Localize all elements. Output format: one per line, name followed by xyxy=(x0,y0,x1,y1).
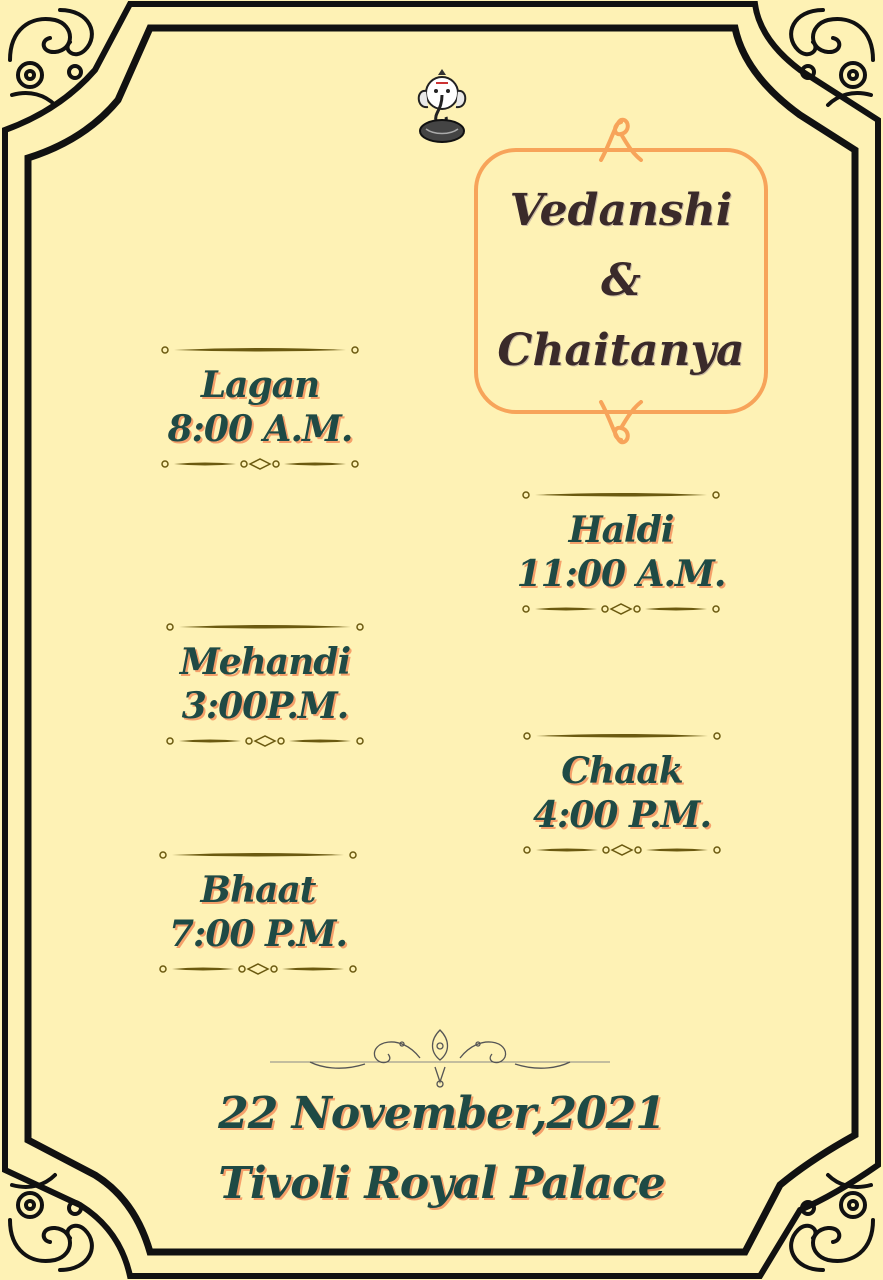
event-venue: Tivoli Royal Palace xyxy=(218,1158,665,1209)
event-date: 22 November,2021 xyxy=(218,1088,665,1139)
event-time: 4:00 P.M. xyxy=(533,794,711,836)
event-time: 7:00 P.M. xyxy=(169,913,347,955)
ornament-rule-icon xyxy=(521,602,721,616)
event-title: Mehandi xyxy=(179,641,351,683)
ganesha-icon xyxy=(412,65,472,145)
corner-flourish-icon xyxy=(0,0,110,110)
ornament-rule-icon xyxy=(160,345,360,355)
event-time: 3:00P.M. xyxy=(181,685,349,727)
ornament-rule-icon xyxy=(158,962,358,976)
ornament-divider-icon xyxy=(270,1022,610,1092)
corner-flourish-icon xyxy=(773,0,883,110)
ornament-rule-icon xyxy=(522,731,722,741)
ornament-rule-icon xyxy=(165,622,365,632)
event-title: Chaak xyxy=(561,750,683,792)
event-title: Haldi xyxy=(568,509,674,551)
event-title: Bhaat xyxy=(200,869,316,911)
event-time: 8:00 A.M. xyxy=(167,408,353,450)
event-chaak xyxy=(512,731,732,857)
ornament-rule-icon xyxy=(165,734,365,748)
event-mehandi xyxy=(155,622,375,748)
event-title: Lagan xyxy=(200,364,320,406)
couple-names-frame xyxy=(474,148,768,414)
event-bhaat xyxy=(148,850,368,976)
groom-name: Chaitanya xyxy=(497,325,745,376)
ornament-rule-icon xyxy=(158,850,358,860)
curl-ornament-icon xyxy=(591,400,651,450)
ornament-rule-icon xyxy=(522,843,722,857)
event-lagan xyxy=(150,345,370,471)
bride-name: Vedanshi xyxy=(509,185,733,236)
event-time: 11:00 A.M. xyxy=(516,553,726,595)
event-haldi xyxy=(511,490,731,616)
curl-ornament-icon xyxy=(591,112,651,162)
ampersand: & xyxy=(601,255,641,306)
ornament-rule-icon xyxy=(521,490,721,500)
ornament-rule-icon xyxy=(160,457,360,471)
